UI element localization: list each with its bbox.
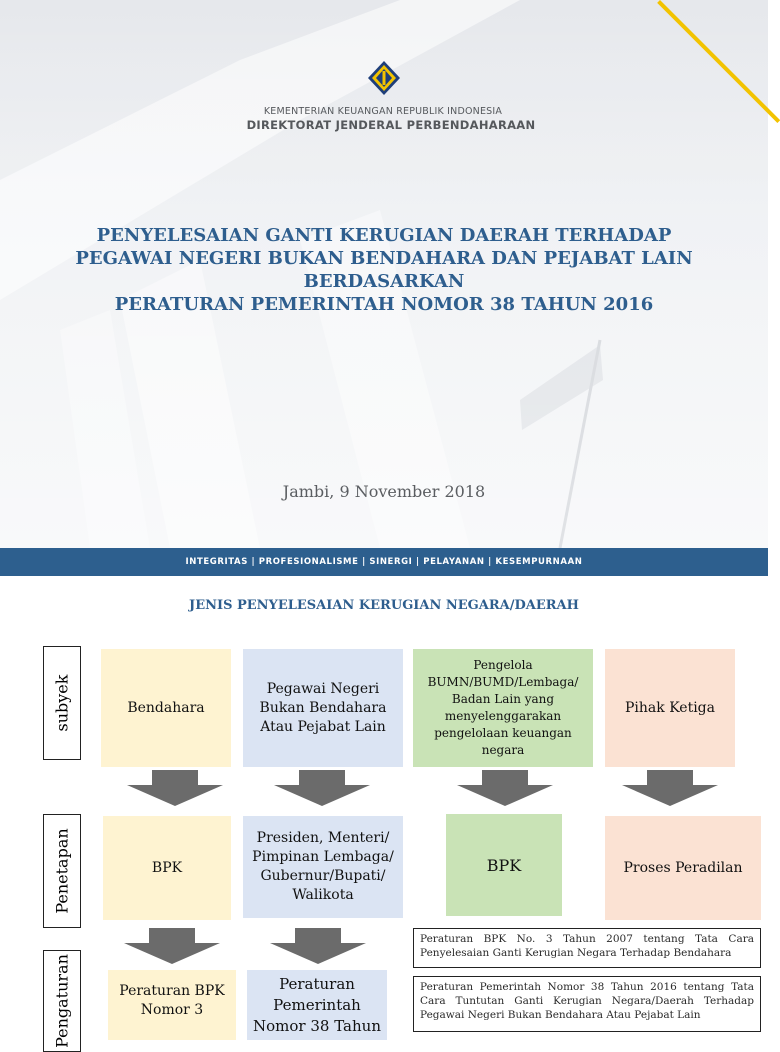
slide-title: JENIS PENYELESAIAN KERUGIAN NEGARA/DAERAH — [189, 598, 579, 613]
penetapan-box-bpk-bendahara: BPK — [103, 816, 231, 920]
directorate-name: DIREKTORAT JENDERAL PERBENDAHARAAN — [246, 118, 536, 132]
loss-settlement-slide — [0, 576, 768, 1048]
note-peraturan-bpk: Peraturan BPK No. 3 Tahun 2007 tentang Tata Cara Penyelesaian Ganti Kerugian Negara Terhadap Bendahara — [413, 928, 761, 968]
values-banner: INTEGRITAS | PROFESIONALISME | SINERGI | PELAYANAN | KESEMPURNAAN — [0, 548, 768, 576]
down-arrow-icon — [620, 768, 720, 808]
note-peraturan-pemerintah: Peraturan Pemerintah Nomor 38 Tahun 2016 tentang Tata Cara Tuntutan Ganti Kerugian Negara/Daerah Terhadap Pegawai Negeri Bukan Bendahara Atau Pejabat Lain — [413, 976, 761, 1032]
presentation-date: Jambi, 9 November 2018 — [282, 482, 486, 501]
row-label-penetapan: Penetapan — [43, 814, 81, 928]
subject-box-pegawai-negeri: Pegawai Negeri Bukan Bendahara Atau Pejabat Lain — [243, 649, 403, 767]
ministry-emblem-icon — [366, 60, 402, 96]
penetapan-box-bpk-bumn: BPK — [446, 814, 562, 916]
row-label-subyek: subyek — [43, 646, 81, 760]
down-arrow-icon — [268, 926, 368, 966]
subject-box-bendahara: Bendahara — [101, 649, 231, 767]
subject-box-pengelola-bumn: Pengelola BUMN/BUMD/Lembaga/ Badan Lain yang menyelenggarakan pengelolaan keuangan negara — [413, 649, 593, 767]
down-arrow-icon — [455, 768, 555, 808]
title-line: PEGAWAI NEGERI BUKAN BENDAHARA DAN PEJABAT LAIN — [75, 248, 693, 269]
down-arrow-icon — [125, 768, 225, 808]
title-line: BERDASARKAN — [303, 271, 465, 292]
penetapan-box-proses-peradilan: Proses Peradilan — [605, 816, 761, 920]
subject-box-pihak-ketiga: Pihak Ketiga — [605, 649, 735, 767]
title-line: PENYELESAIAN GANTI KERUGIAN DAERAH TERHADAP — [96, 225, 672, 246]
pengaturan-box-peraturan-pemerintah: Peraturan Pemerintah Nomor 38 Tahun — [247, 970, 387, 1040]
down-arrow-icon — [272, 768, 372, 808]
title-line: PERATURAN PEMERINTAH NOMOR 38 TAHUN 2016 — [114, 294, 654, 315]
down-arrow-icon — [122, 926, 222, 966]
ministry-name: KEMENTERIAN KEUANGAN REPUBLIK INDONESIA — [263, 106, 503, 117]
presentation-title — [0, 224, 768, 316]
pengaturan-box-peraturan-bpk: Peraturan BPK Nomor 3 — [108, 970, 236, 1040]
row-label-pengaturan: Pengaturan — [43, 950, 81, 1052]
penetapan-box-presiden-menteri: Presiden, Menteri/ Pimpinan Lembaga/ Gubernur/Bupati/ Walikota — [243, 816, 403, 918]
